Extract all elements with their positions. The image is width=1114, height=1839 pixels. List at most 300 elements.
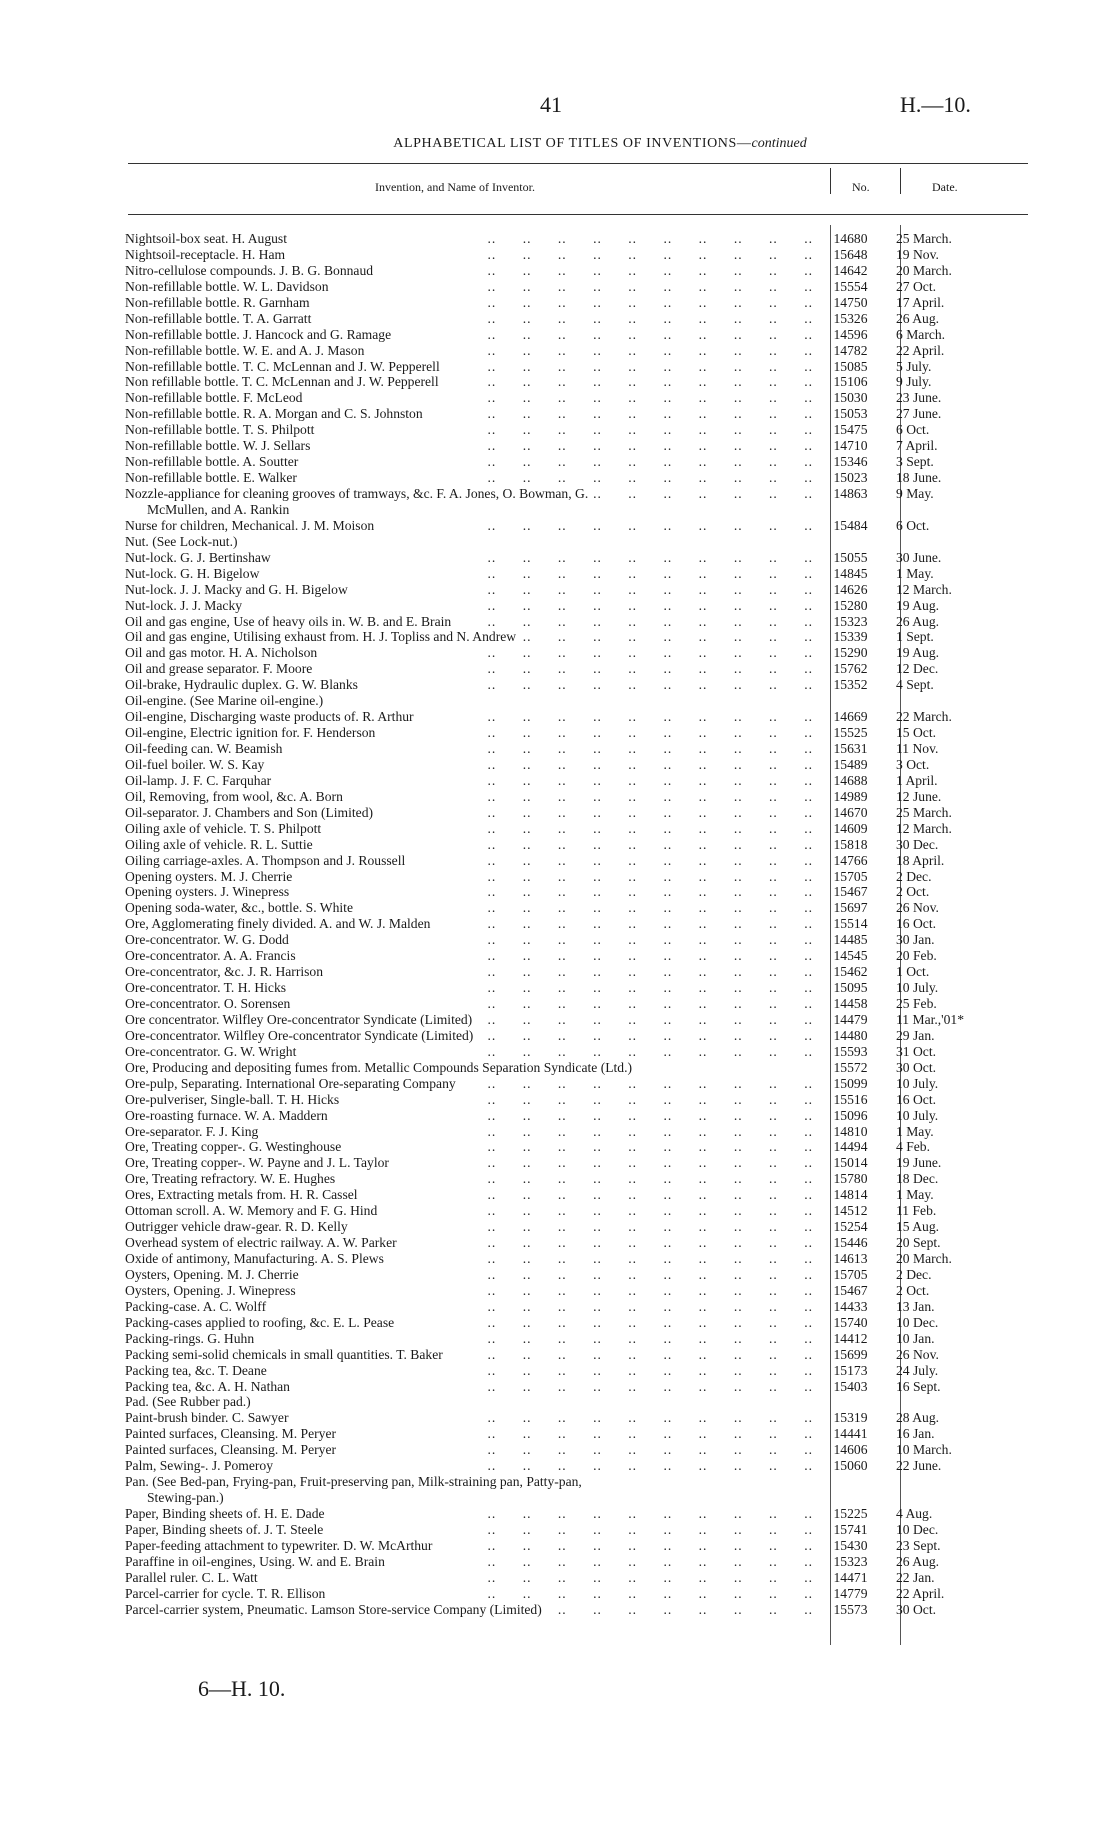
list-heading-suffix: continued [751,136,807,151]
invention-title-text: Packing-cases applied to roofing, &c. E. L. Pease [125,1315,400,1330]
list-heading [250,136,950,152]
invention-title [125,1171,819,1187]
patent-number: 15516 [833,1091,868,1107]
patent-date: 31 Oct. [896,1043,937,1059]
table-row [125,502,1025,518]
patent-number: 15352 [833,677,868,693]
table-row [125,964,1025,980]
patent-date: 26 Nov. [896,1346,939,1362]
patent-date: 28 Aug. [896,1410,940,1426]
invention-title [125,1267,819,1283]
patent-date: 20 Feb. [896,948,937,964]
invention-title [125,1506,819,1522]
invention-title [147,1490,841,1506]
table-row [125,1251,1025,1267]
patent-date: 29 Jan. [896,1027,935,1043]
patent-number: 14494 [833,1139,868,1155]
invention-title-text: Oysters, Opening. M. J. Cherrie [125,1267,305,1282]
patent-number: 15705 [833,1266,868,1282]
table-row [125,1012,1025,1028]
patent-number: 15085 [833,358,868,374]
invention-title-text: Oil-separator. J. Chambers and Son (Limited) [125,805,379,820]
table-row [125,1139,1025,1155]
patent-date: 6 Oct. [896,422,930,438]
patent-number: 15741 [833,1521,868,1537]
patent-date: 30 June. [896,549,942,565]
patent-date: 1 April. [896,772,938,788]
patent-number: 15023 [833,470,868,486]
invention-title-text: Paper-feeding attachment to typewriter. D. W. McArthur [125,1538,438,1553]
invention-title [125,1299,819,1315]
invention-title-text: Painted surfaces, Cleansing. M. Peryer [125,1442,342,1457]
invention-title-text: Overhead system of electric railway. A. W. Parker [125,1235,403,1250]
invention-title-text: Nut. (See Lock-nut.) [125,534,244,549]
patent-number: 15554 [833,278,868,294]
invention-title-text: Oil-fuel boiler. W. S. Kay [125,757,270,772]
table-row [125,598,1025,614]
invention-title [125,311,819,327]
invention-title [125,789,819,805]
patent-number: 15280 [833,597,868,613]
patent-date: 1 Sept. [896,629,934,645]
patent-number: 14670 [833,804,868,820]
footer-signature: 6—H. 10. [198,1676,286,1701]
column-header-invention: Invention, and Name of Inventor. [375,180,535,194]
table-row [125,1124,1025,1140]
table-row [125,614,1025,630]
patent-date: 22 April. [896,342,945,358]
patent-date: 23 Sept. [896,1537,941,1553]
table-row [125,1155,1025,1171]
invention-title-text: Non-refillable bottle. F. McLeod [125,390,308,405]
invention-title-text: Nut-lock. G. J. Bertinshaw [125,550,277,565]
patent-date: 4 Feb. [896,1139,930,1155]
patent-date: 6 Oct. [896,517,930,533]
patent-number: 15346 [833,454,868,470]
table-row [125,853,1025,869]
invention-title-text: Opening oysters. M. J. Cherrie [125,869,298,884]
table-row [125,1219,1025,1235]
patent-number: 15055 [833,549,868,565]
invention-title [125,1379,819,1395]
table-row [125,518,1025,534]
invention-title-text: Non-refillable bottle. R. A. Morgan and C. S. Johnston [125,406,429,421]
patent-number: 14433 [833,1298,868,1314]
invention-title-text: Ore-pulveriser, Single-ball. T. H. Hicks [125,1092,345,1107]
table-row [125,582,1025,598]
invention-title-text: Packing tea, &c. T. Deane [125,1363,273,1378]
table-row [125,1570,1025,1586]
invention-title [125,916,819,932]
invention-title [125,900,819,916]
invention-title-text: Nozzle-appliance for cleaning grooves of tramways, &c. F. A. Jones, O. Bowman, G. [125,486,594,501]
table-row [125,900,1025,916]
invention-title [125,582,819,598]
patent-number: 15430 [833,1537,868,1553]
patent-date: 10 Dec. [896,1521,939,1537]
patent-number: 15648 [833,246,868,262]
table-row [125,566,1025,582]
invention-title [125,1394,819,1410]
invention-title [125,1315,819,1331]
invention-title [125,263,819,279]
invention-title [125,996,819,1012]
patent-date: 22 March. [896,709,952,725]
patent-number: 14613 [833,1251,868,1267]
invention-title-text: Oil-engine. (See Marine oil-engine.) [125,693,329,708]
invention-title-text: Non-refillable bottle. T. S. Philpott [125,422,320,437]
patent-number: 14782 [833,342,868,358]
table-row [125,1187,1025,1203]
invention-title [125,1474,819,1490]
invention-title-text: Ore-concentrator. Wilfley Ore-concentrator Syndicate (Limited) [125,1028,479,1043]
patent-date: 3 Oct. [896,756,930,772]
invention-title-text: Oil, Removing, from wool, &c. A. Born [125,789,349,804]
invention-title [125,1363,819,1379]
patent-date: 6 March. [896,326,946,342]
patent-date: 1 May. [896,1123,934,1139]
table-row [125,996,1025,1012]
table-row [125,1442,1025,1458]
patent-number: 15053 [833,406,868,422]
patent-date: 15 Oct. [896,725,937,741]
invention-title [125,805,819,821]
table-row [125,1331,1025,1347]
patent-date: 7 April. [896,438,938,454]
table-row [125,1347,1025,1363]
patent-date: 19 Aug. [896,597,940,613]
invention-title [125,1522,819,1538]
table-row [125,693,1025,709]
invention-title [125,1092,819,1108]
invention-title [125,709,819,725]
table-row [125,311,1025,327]
patent-date: 26 Aug. [896,310,940,326]
invention-title [125,374,819,390]
invention-title [125,661,819,677]
patent-number: 15699 [833,1346,868,1362]
invention-title-text: Ore-concentrator. G. W. Wright [125,1044,302,1059]
patent-date: 30 Oct. [896,1601,937,1617]
patent-number: 14710 [833,438,868,454]
table-row [125,1283,1025,1299]
invention-title-text: Ore, Producing and depositing fumes from. Metallic Compounds Separation Syndicate (Ltd.) [125,1060,638,1075]
patent-date: 10 Jan. [896,1330,935,1346]
patent-date: 10 July. [896,1075,939,1091]
invention-title [125,980,819,996]
table-row [125,1586,1025,1602]
invention-title [125,677,819,693]
invention-title [125,438,819,454]
table-row [125,773,1025,789]
invention-title-text: Stewing-pan.) [147,1490,230,1505]
table-row [125,390,1025,406]
invention-title [125,869,819,885]
patent-date: 10 July. [896,980,939,996]
table-row [125,1044,1025,1060]
invention-title-text: Oil-engine, Electric ignition for. F. Henderson [125,725,381,740]
invention-title-text: Oil and gas engine, Use of heavy oils in. W. B. and E. Brain [125,614,457,629]
invention-title-text: Ore concentrator. Wilfley Ore-concentrator Syndicate (Limited) [125,1012,478,1027]
invention-title-text: Non-refillable bottle. J. Hancock and G. Ramage [125,327,397,342]
patent-number: 14814 [833,1187,868,1203]
patent-number: 15030 [833,390,868,406]
patent-number: 15323 [833,613,868,629]
table-row [125,980,1025,996]
patent-number: 14779 [833,1585,868,1601]
invention-title-text: Nut-lock. J. J. Macky and G. H. Bigelow [125,582,354,597]
table-row [125,1379,1025,1395]
table-row [125,1602,1025,1618]
patent-date: 19 Aug. [896,645,940,661]
table-row [125,884,1025,900]
table-row [125,805,1025,821]
invention-title-text: Paint-brush binder. C. Sawyer [125,1410,294,1425]
invention-title-text: Oil and grease separator. F. Moore [125,661,318,676]
invention-title-text: McMullen, and A. Rankin [147,502,295,517]
invention-title-text: Ore-separator. F. J. King [125,1124,264,1139]
invention-title [125,1219,819,1235]
invention-title [125,1203,819,1219]
table-row [125,677,1025,693]
invention-title [125,534,819,550]
table-row [125,1506,1025,1522]
patent-number: 15099 [833,1075,868,1091]
invention-title [125,231,819,247]
patent-number: 15697 [833,900,868,916]
invention-title [125,932,819,948]
inventions-table [125,231,1025,1618]
invention-title-text: Pad. (See Rubber pad.) [125,1394,257,1409]
patent-date: 20 March. [896,1251,952,1267]
patent-number: 15014 [833,1155,868,1171]
invention-title-text: Oysters, Opening. J. Winepress [125,1283,302,1298]
patent-date: 26 Nov. [896,900,939,916]
table-row [125,932,1025,948]
table-row [125,821,1025,837]
patent-date: 2 Dec. [896,1266,932,1282]
patent-date: 22 June. [896,1458,942,1474]
patent-date: 1 May. [896,565,934,581]
table-row [125,550,1025,566]
patent-date: 5 July. [896,358,932,374]
patent-date: 18 Dec. [896,1171,939,1187]
patent-date: 18 April. [896,852,945,868]
invention-title-text: Ottoman scroll. A. W. Memory and F. G. Hind [125,1203,383,1218]
table-row [125,1554,1025,1570]
table-row [125,709,1025,725]
patent-date: 4 Sept. [896,677,934,693]
invention-title [125,1155,819,1171]
patent-number: 15467 [833,884,868,900]
table-row [125,948,1025,964]
table-row [125,1235,1025,1251]
patent-number: 15095 [833,980,868,996]
patent-number: 14412 [833,1330,868,1346]
invention-title [125,550,819,566]
invention-title-text: Ore-concentrator. A. A. Francis [125,948,302,963]
invention-title-text: Oiling axle of vehicle. T. S. Philpott [125,821,327,836]
invention-title [125,837,819,853]
invention-title-text: Paper, Binding sheets of. J. T. Steele [125,1522,329,1537]
patent-number: 15290 [833,645,868,661]
table-row [125,1060,1025,1076]
invention-title-text: Parallel ruler. C. L. Watt [125,1570,264,1585]
table-row [125,645,1025,661]
table-row [125,343,1025,359]
table-row [125,1092,1025,1108]
invention-title-text: Opening soda-water, &c., bottle. S. White [125,900,359,915]
patent-date: 16 Oct. [896,1091,937,1107]
patent-date: 25 March. [896,231,952,247]
table-row [125,1108,1025,1124]
invention-title [125,725,819,741]
table-row [125,486,1025,502]
patent-date: 19 Nov. [896,246,939,262]
table-row [125,1426,1025,1442]
invention-title-text: Non-refillable bottle. R. Garnham [125,295,316,310]
table-row [125,247,1025,263]
patent-number: 14480 [833,1027,868,1043]
header-rule-top [128,163,1028,164]
invention-title [125,948,819,964]
patent-number: 15106 [833,374,868,390]
patent-number: 15780 [833,1171,868,1187]
invention-title [125,1283,819,1299]
invention-title [125,884,819,900]
patent-date: 1 May. [896,1187,934,1203]
table-row [125,327,1025,343]
patent-number: 14750 [833,294,868,310]
table-row [125,1363,1025,1379]
invention-title-text: Oil-engine, Discharging waste products of. R. Arthur [125,709,420,724]
invention-title [147,502,841,518]
invention-title-text: Oil and gas motor. H. A. Nicholson [125,645,323,660]
table-row [125,1458,1025,1474]
invention-title-text: Outrigger vehicle draw-gear. R. D. Kelly [125,1219,354,1234]
invention-title [125,1347,819,1363]
invention-title-text: Packing semi-solid chemicals in small quantities. T. Baker [125,1347,449,1362]
table-row [125,1267,1025,1283]
invention-title-text: Non-refillable bottle. W. E. and A. J. Mason [125,343,370,358]
table-row [125,1394,1025,1410]
patent-number: 14766 [833,852,868,868]
invention-title-text: Oil-brake, Hydraulic duplex. G. W. Blanks [125,677,364,692]
invention-title [125,247,819,263]
table-row [125,725,1025,741]
invention-title-text: Parcel-carrier system, Pneumatic. Lamson Store-service Company (Limited) [125,1602,548,1617]
table-row [125,438,1025,454]
table-row [125,1410,1025,1426]
invention-title [125,518,819,534]
patent-number: 14845 [833,565,868,581]
table-row [125,789,1025,805]
invention-title [125,566,819,582]
table-row [125,757,1025,773]
invention-title [125,470,819,486]
invention-title-text: Oil and gas engine, Utilising exhaust from. H. J. Topliss and N. Andrew [125,629,522,644]
invention-title-text: Non-refillable bottle. E. Walker [125,470,303,485]
patent-date: 2 Oct. [896,884,930,900]
patent-date: 10 March. [896,1442,952,1458]
patent-date: 1 Oct. [896,964,930,980]
patent-date: 20 March. [896,262,952,278]
patent-date: 17 April. [896,294,945,310]
patent-date: 9 May. [896,486,934,502]
patent-number: 14863 [833,486,868,502]
patent-number: 15762 [833,661,868,677]
invention-title-text: Ore, Treating copper-. W. Payne and J. L. Taylor [125,1155,395,1170]
invention-title [125,1012,819,1028]
patent-date: 13 Jan. [896,1298,935,1314]
invention-title-text: Opening oysters. J. Winepress [125,884,295,899]
invention-title [125,422,819,438]
patent-number: 14810 [833,1123,868,1139]
invention-title [125,1028,819,1044]
invention-title [125,757,819,773]
column-divider [830,168,831,194]
invention-title-text: Non-refillable bottle. A. Soutter [125,454,304,469]
patent-date: 25 March. [896,804,952,820]
invention-title [125,1442,819,1458]
invention-title [125,1410,819,1426]
patent-date: 19 June. [896,1155,942,1171]
patent-number: 14989 [833,788,868,804]
patent-date: 24 July. [896,1362,939,1378]
invention-title [125,454,819,470]
invention-title-text: Ore-pulp, Separating. International Ore-separating Company [125,1076,462,1091]
patent-number: 15173 [833,1362,868,1378]
invention-title-text: Ore-concentrator, &c. J. R. Harrison [125,964,329,979]
table-row [125,534,1025,550]
invention-title-text: Packing-case. A. C. Wolff [125,1299,272,1314]
invention-title-text: Ore-concentrator. T. H. Hicks [125,980,292,995]
invention-title [125,1554,819,1570]
table-row [125,1076,1025,1092]
patent-number: 15514 [833,916,868,932]
patent-number: 14596 [833,326,868,342]
table-row [125,1028,1025,1044]
table-row [125,661,1025,677]
patent-date: 12 Dec. [896,661,939,677]
patent-number: 15475 [833,422,868,438]
invention-title [125,773,819,789]
table-row [125,231,1025,247]
patent-date: 22 April. [896,1585,945,1601]
patent-date: 30 Jan. [896,932,935,948]
invention-title-text: Nightsoil-receptacle. H. Ham [125,247,291,262]
invention-title-text: Nut-lock. G. H. Bigelow [125,566,265,581]
patent-number: 15484 [833,517,868,533]
invention-title-text: Oiling carriage-axles. A. Thompson and J. Roussell [125,853,411,868]
invention-title [125,1602,819,1618]
patent-date: 2 Oct. [896,1282,930,1298]
invention-title [125,741,819,757]
invention-title [125,1586,819,1602]
invention-title-text: Non-refillable bottle. W. L. Davidson [125,279,335,294]
table-row [125,1474,1025,1490]
invention-title-text: Nut-lock. J. J. Macky [125,598,248,613]
invention-title [125,1124,819,1140]
header-rule-bottom [128,214,1028,215]
patent-date: 27 June. [896,406,942,422]
table-row [125,629,1025,645]
patent-date: 10 July. [896,1107,939,1123]
patent-number: 15593 [833,1043,868,1059]
patent-number: 14512 [833,1203,868,1219]
table-row [125,869,1025,885]
patent-date: 10 Dec. [896,1314,939,1330]
